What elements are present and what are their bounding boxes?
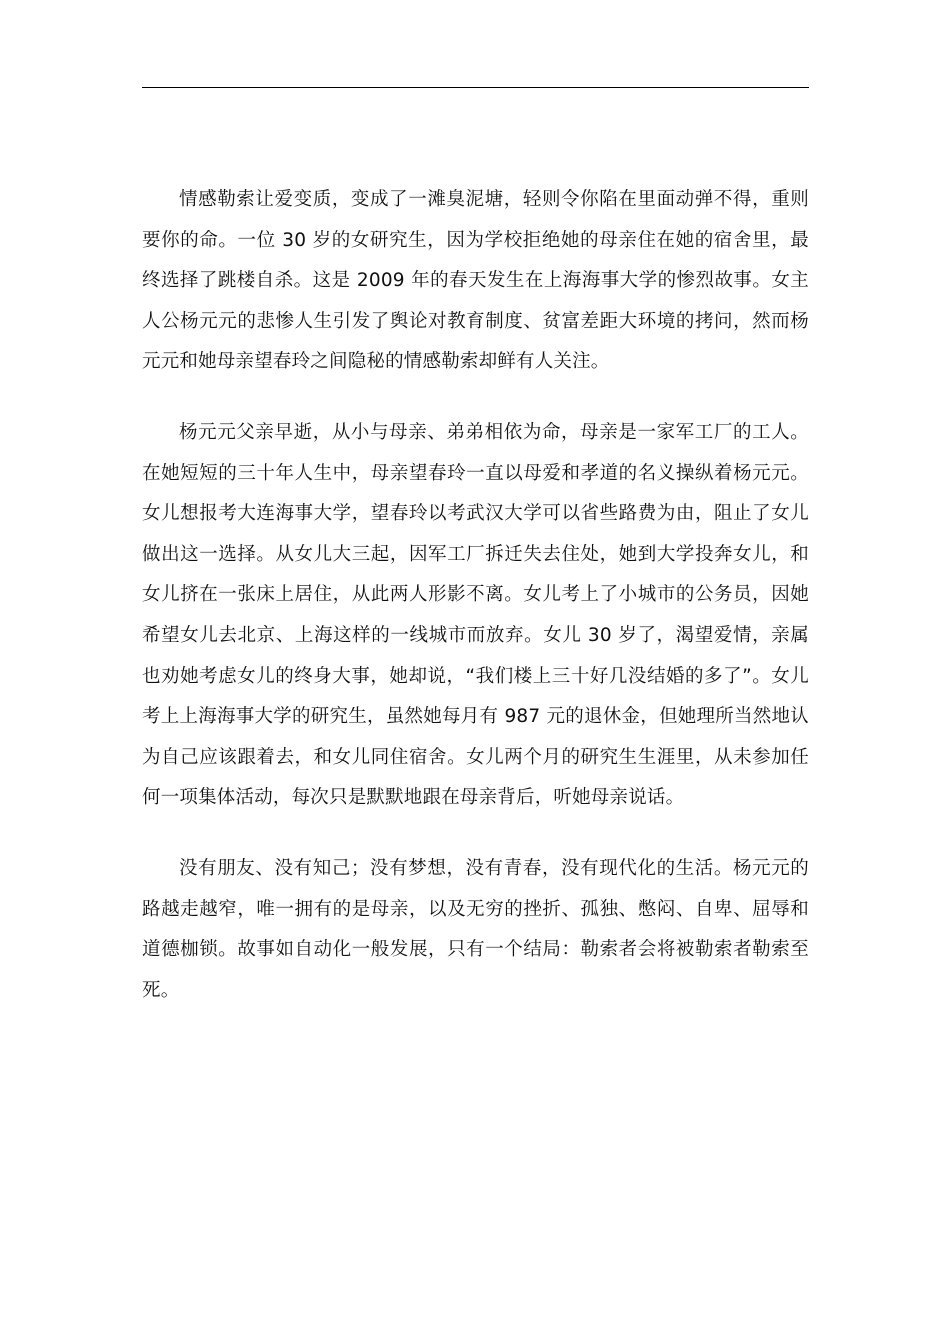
- paragraph-3: 没有朋友、没有知己；没有梦想，没有青春，没有现代化的生活。杨元元的路越走越窄，唯一拥有的是母亲，以及无穷的挫折、孤独、憋闷、自卑、屈辱和道德枷锁。故事如自动化一般发展，只有一个结局：勒索者会将被勒索者勒索至死。: [142, 857, 809, 1001]
- paragraph-1: 情感勒索让爱变质，变成了一滩臭泥塘，轻则令你陷在里面动弹不得，重则要你的命。一位 30 岁的女研究生，因为学校拒绝她的母亲住在她的宿舍里，最终选择了跳楼自杀。这是 2009 年的春天发生在上海海事大学的惨烈故事。女主人公杨元元的悲惨人生引发了舆论对教育制度、贫富差距大环境的拷问，然而杨元元和她母亲望春玲之间隐秘的情感勒索却鲜有人关注。: [142, 189, 809, 373]
- header-rule: [142, 87, 809, 88]
- document-body: [142, 180, 809, 1041]
- paragraph-2: 杨元元父亲早逝，从小与母亲、弟弟相依为命，母亲是一家军工厂的工人。在她短短的三十年人生中，母亲望春玲一直以母爱和孝道的名义操纵着杨元元。女儿想报考大连海事大学，望春玲以考武汉大学可以省些路费为由，阻止了女儿做出这一选择。从女儿大三起，因军工厂拆迁失去住处，她到大学投奔女儿，和女儿挤在一张床上居住，从此两人形影不离。女儿考上了小城市的公务员，因她希望女儿去北京、上海这样的一线城市而放弃。女儿 30 岁了，渴望爱情，亲属也劝她考虑女儿的终身大事，她却说，“我们楼上三十好几没结婚的多了”。女儿考上上海海事大学的研究生，虽然她每月有 987 元的退休金，但她理所当然地认为自己应该跟着去，和女儿同住宿舍。女儿两个月的研究生生涯里，从未参加任何一项集体活动，每次只是默默地跟在母亲背后，听她母亲说话。: [142, 421, 809, 809]
